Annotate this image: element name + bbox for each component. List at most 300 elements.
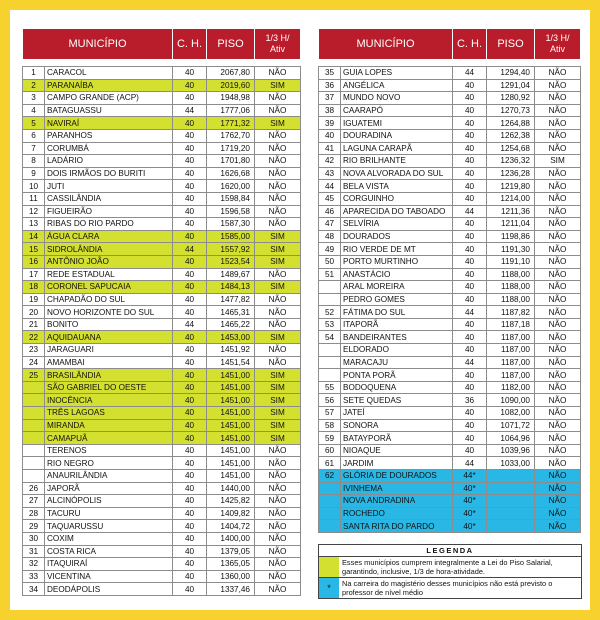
row-number [23, 407, 45, 420]
row-number: 56 [319, 394, 341, 407]
workload-hours: 40 [173, 167, 207, 180]
workload-hours: 40 [453, 218, 487, 231]
hour-activity: NÃO [255, 67, 301, 80]
salary-floor: 1777,06 [207, 104, 255, 117]
municipality-name: IVINHEMA [341, 482, 453, 495]
row-number [319, 281, 341, 294]
workload-hours: 40 [173, 532, 207, 545]
workload-hours: 40 [173, 407, 207, 420]
row-number: 55 [319, 381, 341, 394]
table-row [23, 67, 301, 80]
municipality-name: SELVÍRIA [341, 218, 453, 231]
hour-activity: NÃO [535, 104, 581, 117]
header-piso: PISO [487, 29, 535, 60]
salary-floor: 1291,04 [487, 79, 535, 92]
row-number: 9 [23, 167, 45, 180]
salary-floor: 1477,82 [207, 293, 255, 306]
salary-floor: 1523,54 [207, 255, 255, 268]
workload-hours: 40 [173, 205, 207, 218]
table-row [319, 407, 581, 420]
row-number: 39 [319, 117, 341, 130]
salary-floor: 1211,04 [487, 218, 535, 231]
row-number: 62 [319, 470, 341, 483]
workload-hours: 40 [173, 457, 207, 470]
table-row [23, 104, 301, 117]
workload-hours: 40 [173, 482, 207, 495]
salary-floor: 1489,67 [207, 268, 255, 281]
workload-hours: 40 [173, 444, 207, 457]
row-number: 18 [23, 281, 45, 294]
table-row [319, 155, 581, 168]
salary-floor: 1557,92 [207, 243, 255, 256]
salary-floor: 1262,38 [487, 129, 535, 142]
municipality-name: TRÊS LAGOAS [45, 407, 173, 420]
hour-activity: NÃO [255, 470, 301, 483]
hour-activity: NÃO [255, 507, 301, 520]
salary-floor [487, 507, 535, 520]
municipality-name: SÃO GABRIEL DO OESTE [45, 381, 173, 394]
municipality-name: ROCHEDO [341, 507, 453, 520]
salary-floor: 1762,70 [207, 129, 255, 142]
row-number [319, 482, 341, 495]
table-row [319, 268, 581, 281]
row-number: 6 [23, 129, 45, 142]
hour-activity: NÃO [255, 558, 301, 571]
salary-table-left [22, 28, 301, 596]
header-ch: C. H. [453, 29, 487, 60]
hour-activity: NÃO [535, 180, 581, 193]
hour-activity: NÃO [535, 255, 581, 268]
salary-floor: 1236,32 [487, 155, 535, 168]
hour-activity: NÃO [255, 104, 301, 117]
table-row [319, 419, 581, 432]
workload-hours: 40* [453, 520, 487, 533]
row-number: 17 [23, 268, 45, 281]
table-row [319, 205, 581, 218]
table-row [319, 255, 581, 268]
hour-activity: NÃO [535, 394, 581, 407]
salary-floor: 1270,73 [487, 104, 535, 117]
municipality-name: MARACAJU [341, 356, 453, 369]
municipality-name: ELDORADO [341, 344, 453, 357]
workload-hours: 40 [173, 117, 207, 130]
workload-hours: 40 [173, 255, 207, 268]
salary-floor: 1188,00 [487, 293, 535, 306]
row-number: 50 [319, 255, 341, 268]
row-number [23, 457, 45, 470]
salary-floor: 1039,96 [487, 444, 535, 457]
salary-floor: 1191,30 [487, 243, 535, 256]
workload-hours: 40 [173, 155, 207, 168]
workload-hours: 40* [453, 482, 487, 495]
workload-hours: 44 [173, 104, 207, 117]
hour-activity: NÃO [535, 281, 581, 294]
table-row [23, 129, 301, 142]
workload-hours: 40 [173, 331, 207, 344]
municipality-name: SIDROLÂNDIA [45, 243, 173, 256]
header-municipio: MUNICÍPIO [23, 29, 173, 60]
workload-hours: 40 [173, 394, 207, 407]
table-row [319, 167, 581, 180]
municipality-name: TERENOS [45, 444, 173, 457]
row-number: 10 [23, 180, 45, 193]
table-row [23, 281, 301, 294]
table-row [319, 180, 581, 193]
salary-floor: 1451,00 [207, 470, 255, 483]
row-number: 1 [23, 67, 45, 80]
hour-activity: NÃO [255, 129, 301, 142]
salary-floor: 1451,92 [207, 344, 255, 357]
hour-activity: SIM [255, 117, 301, 130]
row-number: 37 [319, 92, 341, 105]
table-row [319, 394, 581, 407]
salary-floor: 1465,31 [207, 306, 255, 319]
municipality-name: JUTI [45, 180, 173, 193]
hour-activity: NÃO [535, 457, 581, 470]
workload-hours: 44* [453, 470, 487, 483]
row-number: 28 [23, 507, 45, 520]
salary-floor: 1585,00 [207, 230, 255, 243]
table-row [23, 243, 301, 256]
hour-activity: NÃO [255, 142, 301, 155]
row-number [319, 507, 341, 520]
table-row [319, 381, 581, 394]
workload-hours: 40 [173, 495, 207, 508]
table-row [23, 180, 301, 193]
table-row [23, 407, 301, 420]
table-row [23, 192, 301, 205]
municipality-name: ARAL MOREIRA [341, 281, 453, 294]
workload-hours: 40* [453, 507, 487, 520]
header-hora-line1: 1/3 H/ [545, 33, 570, 43]
municipality-name: MIRANDA [45, 419, 173, 432]
hour-activity: NÃO [255, 532, 301, 545]
workload-hours: 40 [173, 142, 207, 155]
row-number: 48 [319, 230, 341, 243]
municipality-name: AQUIDAUANA [45, 331, 173, 344]
row-number: 33 [23, 570, 45, 583]
row-number: 15 [23, 243, 45, 256]
salary-floor: 1484,13 [207, 281, 255, 294]
table-row [319, 344, 581, 357]
row-number: 53 [319, 318, 341, 331]
workload-hours: 40 [453, 167, 487, 180]
table-row [23, 570, 301, 583]
municipality-name: DOIS IRMÃOS DO BURITI [45, 167, 173, 180]
hour-activity: NÃO [255, 155, 301, 168]
hour-activity: NÃO [535, 407, 581, 420]
workload-hours: 40 [453, 344, 487, 357]
table-row [319, 331, 581, 344]
municipality-name: PORTO MURTINHO [341, 255, 453, 268]
salary-floor: 1451,00 [207, 419, 255, 432]
municipality-name: FIGUEIRÃO [45, 205, 173, 218]
table-row [319, 306, 581, 319]
municipality-name: COXIM [45, 532, 173, 545]
salary-floor: 1071,72 [487, 419, 535, 432]
workload-hours: 40 [453, 230, 487, 243]
municipality-name: NOVA ANDRADINA [341, 495, 453, 508]
municipality-name: JARAGUARI [45, 344, 173, 357]
salary-floor: 1360,00 [207, 570, 255, 583]
hour-activity: NÃO [255, 218, 301, 231]
table-row [23, 381, 301, 394]
header-piso: PISO [207, 29, 255, 60]
hour-activity: NÃO [535, 507, 581, 520]
row-number: 47 [319, 218, 341, 231]
table-row [23, 583, 301, 596]
salary-floor: 1187,00 [487, 356, 535, 369]
workload-hours: 40 [173, 67, 207, 80]
salary-floor: 1187,18 [487, 318, 535, 331]
table-row [319, 482, 581, 495]
row-number: 43 [319, 167, 341, 180]
municipality-name: DOURADINA [341, 129, 453, 142]
hour-activity: NÃO [255, 192, 301, 205]
workload-hours: 40 [173, 570, 207, 583]
workload-hours: 40 [453, 444, 487, 457]
hour-activity: NÃO [255, 344, 301, 357]
workload-hours: 40 [173, 344, 207, 357]
salary-floor: 1191,10 [487, 255, 535, 268]
hour-activity: NÃO [255, 482, 301, 495]
salary-floor: 1264,88 [487, 117, 535, 130]
municipality-name: SANTA RITA DO PARDO [341, 520, 453, 533]
workload-hours: 40 [453, 155, 487, 168]
row-number: 58 [319, 419, 341, 432]
municipality-name: ANGÉLICA [341, 79, 453, 92]
hour-activity: SIM [535, 155, 581, 168]
salary-floor: 1409,82 [207, 507, 255, 520]
row-number: 2 [23, 79, 45, 92]
hour-activity: NÃO [535, 67, 581, 80]
salary-floor: 1219,80 [487, 180, 535, 193]
workload-hours: 40 [453, 293, 487, 306]
workload-hours: 40 [173, 92, 207, 105]
hour-activity: NÃO [535, 306, 581, 319]
row-number [319, 293, 341, 306]
table-row [23, 482, 301, 495]
municipality-name: GLÓRIA DE DOURADOS [341, 470, 453, 483]
table-row [23, 306, 301, 319]
municipality-name: JARDIM [341, 457, 453, 470]
municipality-name: CAARAPÓ [341, 104, 453, 117]
legend-blue-swatch: * [319, 578, 339, 598]
municipality-name: RIO BRILHANTE [341, 155, 453, 168]
workload-hours: 40 [453, 331, 487, 344]
legend-blue-text: Na carreira do magistério desses municípios não está previsto o professor de nível médio [342, 579, 553, 597]
salary-floor: 1214,00 [487, 192, 535, 205]
municipality-name: PARANAÍBA [45, 79, 173, 92]
workload-hours: 40 [453, 432, 487, 445]
table-row [23, 79, 301, 92]
row-number: 4 [23, 104, 45, 117]
municipality-name: CARACOL [45, 67, 173, 80]
row-number: 46 [319, 205, 341, 218]
salary-floor [487, 482, 535, 495]
workload-hours: 40 [453, 104, 487, 117]
hour-activity: NÃO [255, 495, 301, 508]
table-row [319, 142, 581, 155]
municipality-name: CORUMBÁ [45, 142, 173, 155]
row-number: 26 [23, 482, 45, 495]
municipality-name: INOCÊNCIA [45, 394, 173, 407]
municipality-name: IGUATEMI [341, 117, 453, 130]
salary-floor: 1379,05 [207, 545, 255, 558]
hour-activity: SIM [255, 281, 301, 294]
row-number: 45 [319, 192, 341, 205]
table-row [23, 331, 301, 344]
hour-activity: NÃO [255, 583, 301, 596]
municipality-name: JATEÍ [341, 407, 453, 420]
table-row [23, 369, 301, 382]
table-row [319, 470, 581, 483]
workload-hours: 40 [173, 129, 207, 142]
salary-floor: 1451,00 [207, 369, 255, 382]
table-row [23, 444, 301, 457]
salary-floor: 1451,00 [207, 407, 255, 420]
table-row [23, 230, 301, 243]
municipality-name: BANDEIRANTES [341, 331, 453, 344]
workload-hours: 40 [173, 293, 207, 306]
workload-hours: 40 [453, 129, 487, 142]
hour-activity: SIM [255, 255, 301, 268]
salary-floor: 1626,68 [207, 167, 255, 180]
hour-activity: NÃO [535, 432, 581, 445]
workload-hours: 36 [453, 394, 487, 407]
salary-floor: 1451,54 [207, 356, 255, 369]
municipality-name: JAPORÃ [45, 482, 173, 495]
row-number: 12 [23, 205, 45, 218]
table-row [23, 532, 301, 545]
hour-activity: SIM [255, 419, 301, 432]
workload-hours: 40 [173, 432, 207, 445]
hour-activity: SIM [255, 79, 301, 92]
salary-floor: 1254,68 [487, 142, 535, 155]
row-number [23, 381, 45, 394]
workload-hours: 44 [453, 67, 487, 80]
hour-activity: NÃO [535, 205, 581, 218]
table-row [319, 507, 581, 520]
salary-floor: 1451,00 [207, 394, 255, 407]
table-row [319, 318, 581, 331]
workload-hours: 40 [173, 583, 207, 596]
table-row [23, 394, 301, 407]
workload-hours: 40 [453, 419, 487, 432]
workload-hours: 40 [173, 79, 207, 92]
row-number: 32 [23, 558, 45, 571]
municipality-name: NOVO HORIZONTE DO SUL [45, 306, 173, 319]
municipality-name: BELA VISTA [341, 180, 453, 193]
hour-activity: NÃO [535, 79, 581, 92]
hour-activity: NÃO [255, 180, 301, 193]
table-row [23, 470, 301, 483]
hour-activity: NÃO [255, 356, 301, 369]
row-number [319, 369, 341, 382]
workload-hours: 40 [453, 142, 487, 155]
hour-activity: NÃO [535, 470, 581, 483]
row-number: 60 [319, 444, 341, 457]
municipality-name: CORGUINHO [341, 192, 453, 205]
salary-floor: 1451,00 [207, 432, 255, 445]
hour-activity: SIM [255, 381, 301, 394]
table-row [319, 293, 581, 306]
municipality-name: CORONEL SAPUCAIA [45, 281, 173, 294]
salary-floor: 1400,00 [207, 532, 255, 545]
salary-floor: 1948,98 [207, 92, 255, 105]
workload-hours: 40 [173, 192, 207, 205]
salary-table-right [318, 28, 581, 533]
table-row [23, 545, 301, 558]
row-number: 42 [319, 155, 341, 168]
table-row [23, 117, 301, 130]
row-number: 5 [23, 117, 45, 130]
salary-floor: 1404,72 [207, 520, 255, 533]
hour-activity: NÃO [255, 457, 301, 470]
workload-hours: 40 [173, 520, 207, 533]
row-number: 22 [23, 331, 45, 344]
municipality-name: COSTA RICA [45, 545, 173, 558]
municipality-name: BATAYPORÃ [341, 432, 453, 445]
row-number: 40 [319, 129, 341, 142]
municipality-name: TACURU [45, 507, 173, 520]
header-hora-line2: Ativ [269, 44, 285, 54]
salary-floor: 1187,82 [487, 306, 535, 319]
hour-activity: NÃO [535, 331, 581, 344]
workload-hours: 40 [453, 92, 487, 105]
table-body-right [319, 60, 581, 533]
municipality-name: NOVA ALVORADA DO SUL [341, 167, 453, 180]
salary-floor: 1280,92 [487, 92, 535, 105]
hour-activity: NÃO [535, 192, 581, 205]
workload-hours: 40 [173, 381, 207, 394]
salary-floor: 2067,80 [207, 67, 255, 80]
table-row [23, 507, 301, 520]
workload-hours: 44 [173, 243, 207, 256]
workload-hours: 40 [173, 230, 207, 243]
row-number: 30 [23, 532, 45, 545]
workload-hours: 44 [453, 457, 487, 470]
municipality-name: CAMPO GRANDE (ACP) [45, 92, 173, 105]
row-number: 24 [23, 356, 45, 369]
row-number: 59 [319, 432, 341, 445]
salary-floor [487, 470, 535, 483]
salary-floor: 1337,46 [207, 583, 255, 596]
hour-activity: NÃO [535, 381, 581, 394]
row-number: 36 [319, 79, 341, 92]
row-number: 54 [319, 331, 341, 344]
table-row [23, 457, 301, 470]
municipality-name: RIBAS DO RIO PARDO [45, 218, 173, 231]
workload-hours: 40 [173, 419, 207, 432]
municipality-name: MUNDO NOVO [341, 92, 453, 105]
table-row [319, 444, 581, 457]
hour-activity: NÃO [255, 205, 301, 218]
municipality-name: BRASILÂNDIA [45, 369, 173, 382]
workload-hours: 40 [453, 243, 487, 256]
table-row [319, 79, 581, 92]
workload-hours: 40 [173, 558, 207, 571]
legend-green-row [319, 557, 581, 577]
workload-hours: 40 [453, 407, 487, 420]
table-row [23, 155, 301, 168]
salary-floor: 1033,00 [487, 457, 535, 470]
table-row [23, 432, 301, 445]
row-number: 49 [319, 243, 341, 256]
salary-floor: 1701,80 [207, 155, 255, 168]
row-number: 21 [23, 318, 45, 331]
workload-hours: 40 [453, 318, 487, 331]
